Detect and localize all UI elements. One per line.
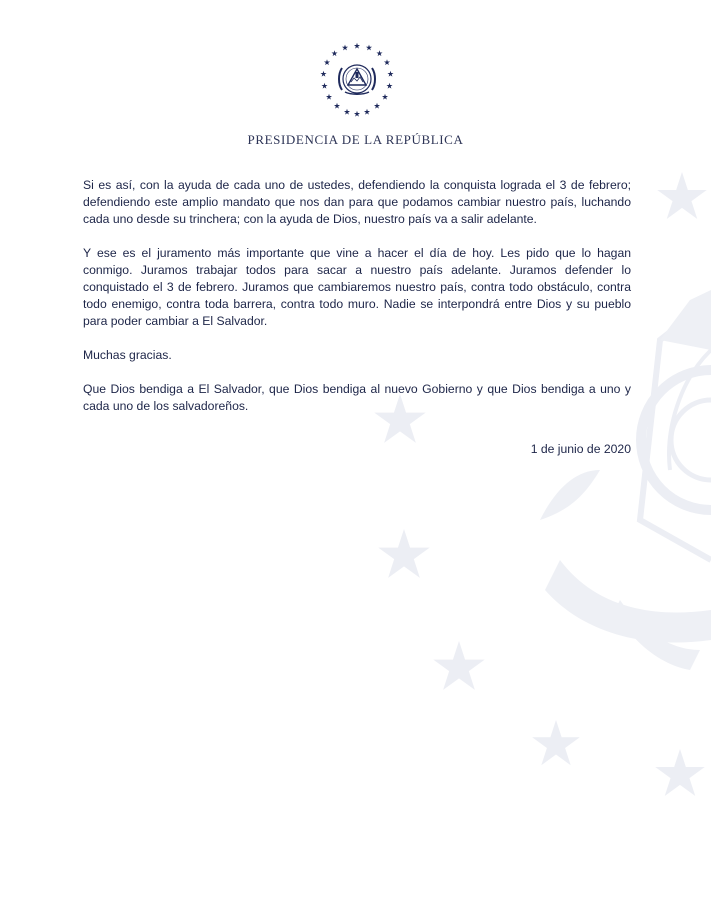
watermark-star-icon	[433, 641, 484, 690]
watermark-star-icon	[378, 529, 429, 578]
paragraph: Que Dios bendiga a El Salvador, que Dios bendiga al nuevo Gobierno y que Dios bendiga a uno y cada uno de los salvadoreños.	[83, 382, 631, 413]
paragraph: Si es así, con la ayuda de cada uno de ustedes, defendiendo la conquista lograda el 3 de febrero; defendiendo este amplio mandato que nos dan para que podamos cambiar nuestro país, luchando cada uno desde su trinchera; con la ayuda de Dios, nuestro país va a salir adelante.	[83, 178, 631, 226]
paragraph: Y ese es el juramento más importante que vine a hacer el día de hoy. Les pido que lo hagan conmigo. Juramos trabajar todos para sacar a nuestro país adelante. Juramos defender lo conquistado el 3 de febrero. Juramos que cambiaremos nuestro país, contra todo obstáculo, contra todo enemigo, contra toda barrera, contra todo muro. Nadie se interpondrá entre Dios y su pueblo para poder cambiar a El Salvador.	[83, 246, 631, 328]
document-body	[83, 177, 631, 475]
seal-icon	[311, 38, 403, 122]
watermark-star-icon	[657, 172, 706, 219]
watermark-star-icon	[655, 749, 704, 796]
organization-name: PRESIDENCIA DE LA REPÚBLICA	[247, 132, 464, 147]
document-date: 1 de junio de 2020	[530, 442, 631, 456]
watermark-star-icon	[532, 720, 580, 765]
paragraph: Muchas gracias.	[83, 348, 172, 362]
